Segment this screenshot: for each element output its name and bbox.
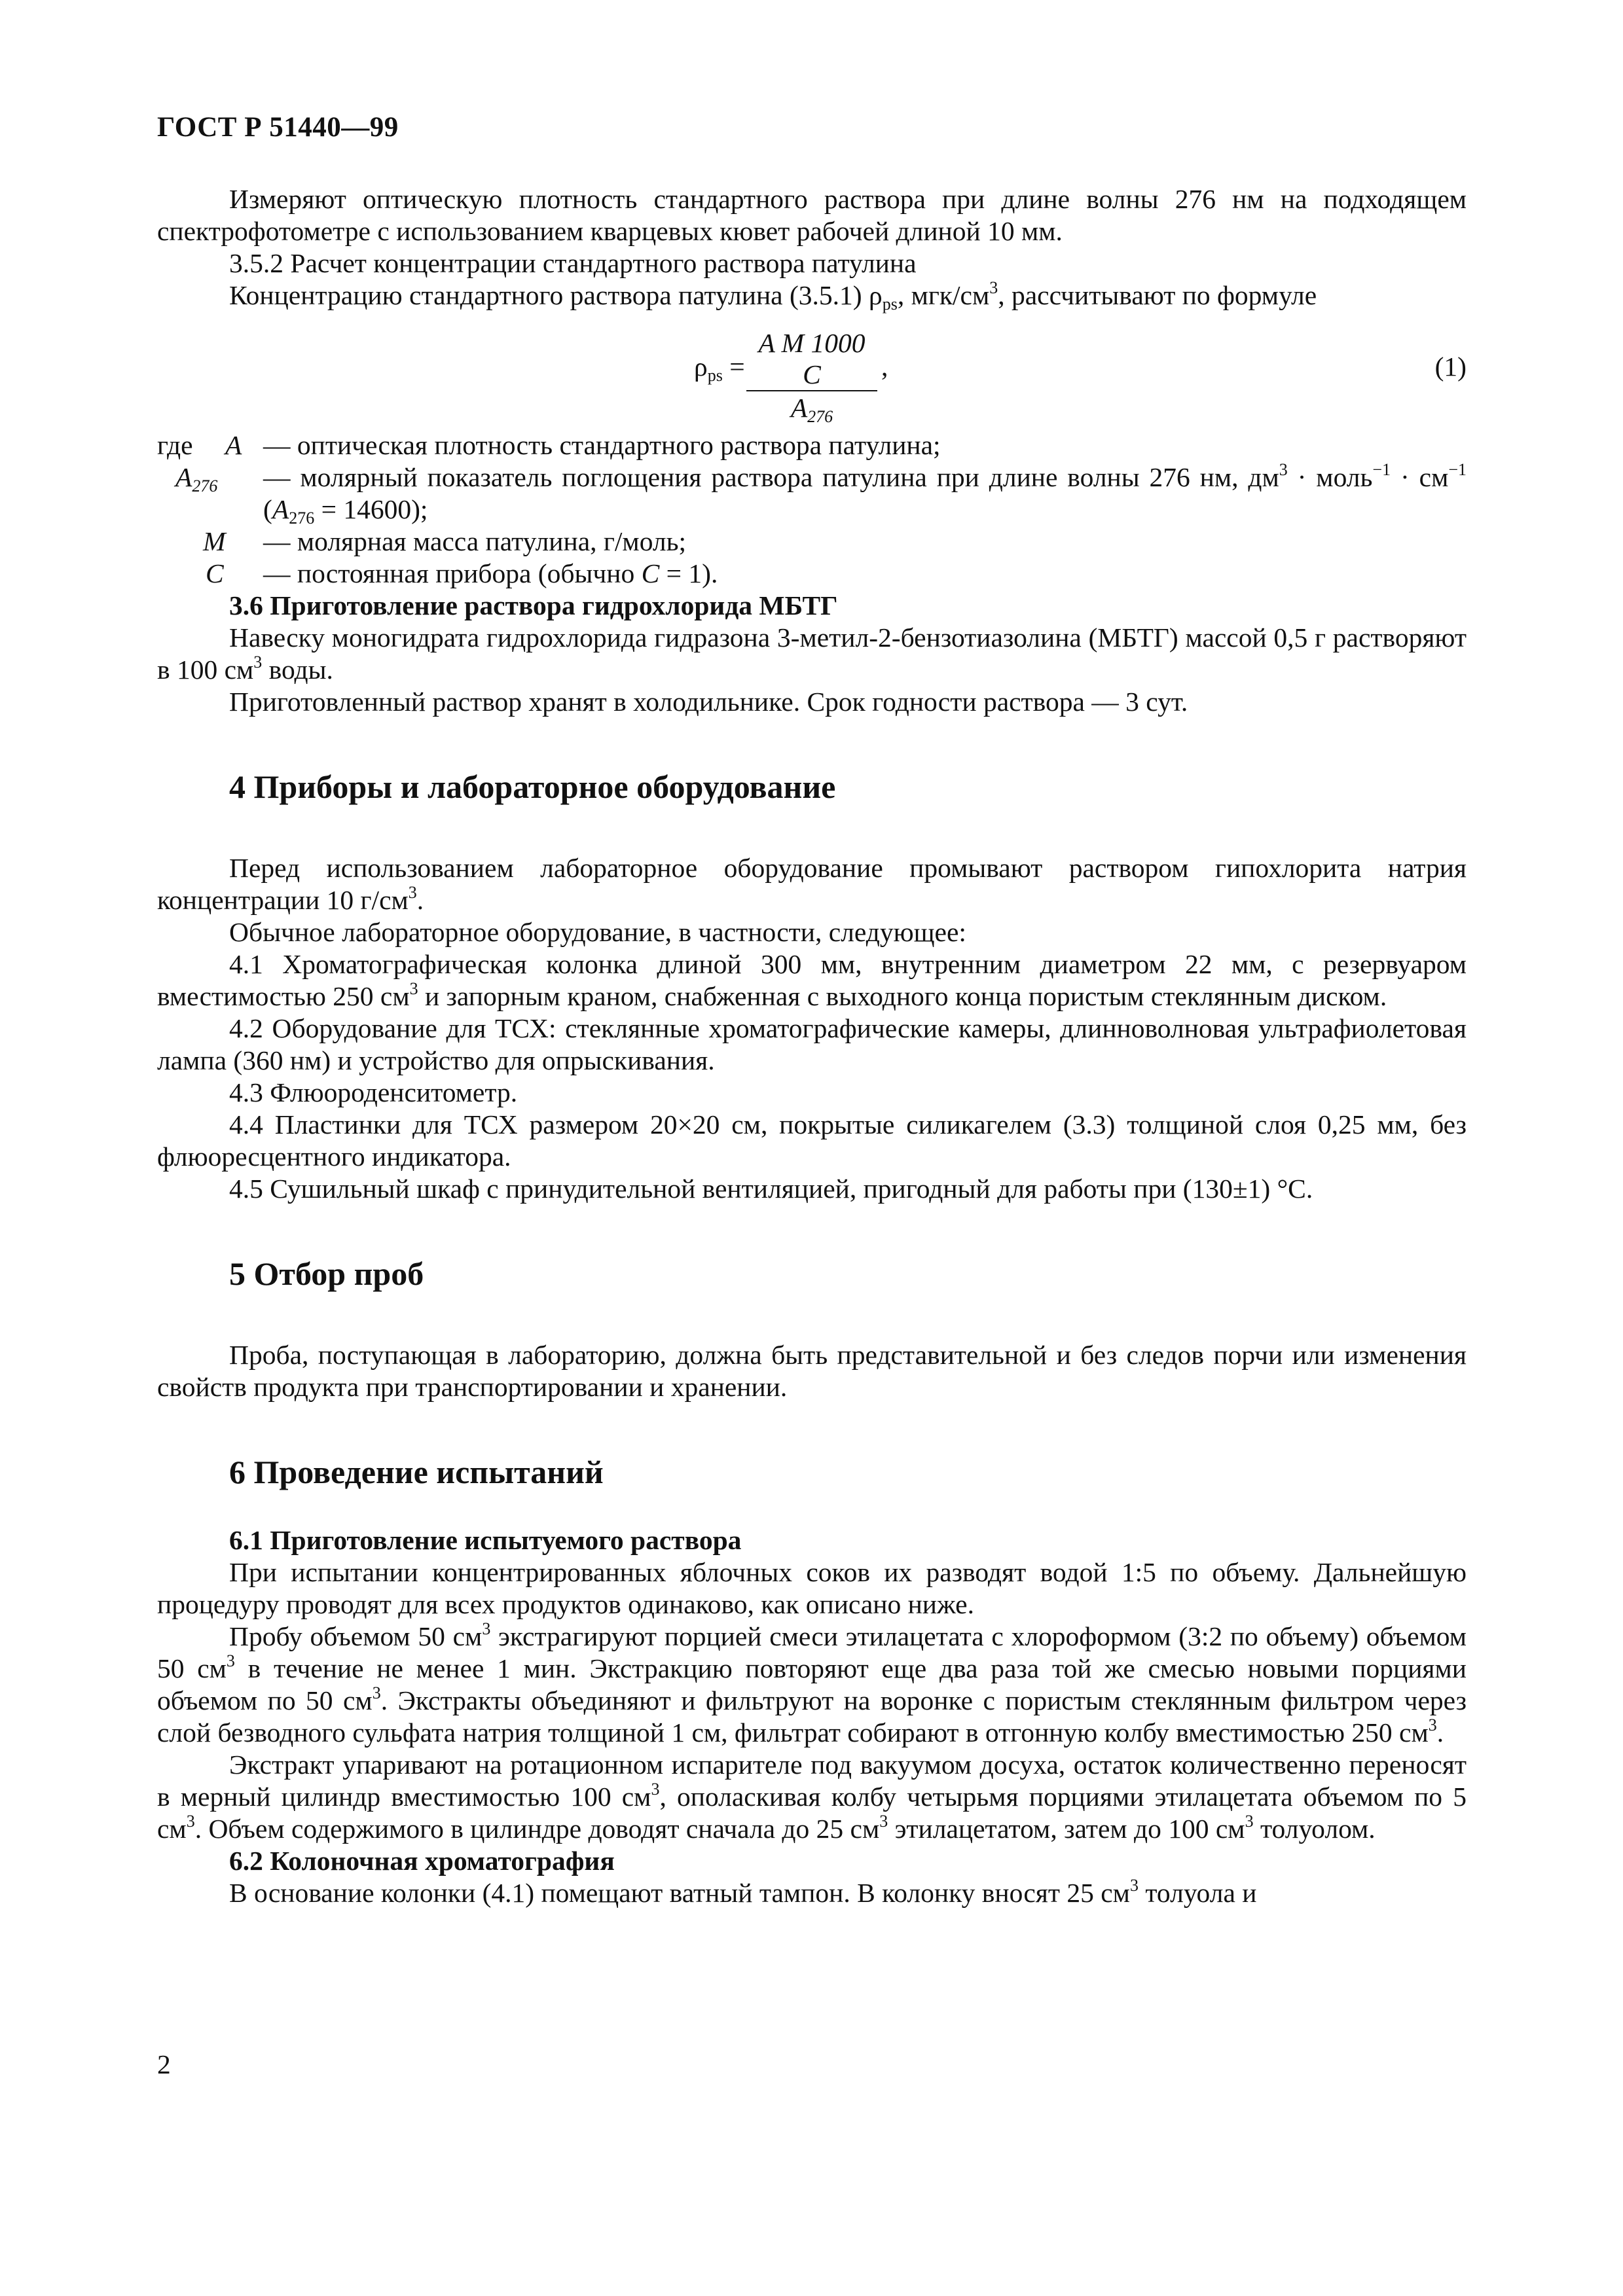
paragraph: Экстракт упаривают на ротационном испарителе под вакуумом досуха, остаток количественно переносят в мерный цилиндр вместимостью 100 $см^3$, ополаскивая колбу четырьмя порциями этилацетата объемом по 5 $см^3$. Объем содержимого в цилиндре доводят сначала до 25 $см^3$ этилацетатом, затем до 100 $см^3$ толуолом. [157,1749,1467,1844]
document-body [157,183,1467,1909]
paragraph: Концентрацию стандартного раствора патулина (3.5.1) $\rho_{ps}$, мгк/$см^3$, рассчитывают по формуле [229,278,1317,314]
formula-lhs: $\rho_{ps}$ = [694,351,745,385]
formula-numerator: A M 1000 C [746,327,877,391]
list-item: 4.3 Флюороденситометр. [229,1077,518,1107]
paragraph: Навеску моногидрата гидрохлорида гидразона 3-метил-2-бензотиазолина (МБТГ) массой 0,5 г растворяют в 100 $см^3$ воды. [157,622,1467,685]
paragraph: В основание колонки (4.1) помещают ватный тампон. В колонку вносят 25 $см^3$ толуола и [229,1876,1257,1908]
document-header: ГОСТ Р 51440—99 [157,112,399,143]
paragraph: При испытании концентрированных яблочных соков их разводят водой 1:5 по объему. Дальнейшую процедуру проводят для всех продуктов одинаково, как описано ниже. [157,1557,1467,1619]
paragraph: Проба, поступающая в лабораторию, должна быть представительной и без следов порчи или изменения свойств продукта при транспортировании и хранении. [157,1340,1467,1402]
subsection-title: 3.6 Приготовление раствора гидрохлорида МБТГ [229,590,838,620]
list-item: 4.4 Пластинки для ТСХ размером 20×20 см, покрытые силикагелем (3.3) толщиной слоя 0,25 мм, без флюоресцентного индикатора. [157,1109,1467,1172]
list-item: 4.1 Хроматографическая колонка длиной 300 мм, внутренним диаметром 22 мм, с резервуаром вместимостью 250 $см^3$ и запорным краном, снабженная с выходного конца пористым стеклянным диском. [157,949,1467,1011]
formula-number: (1) [1434,351,1467,382]
formula-legend: где A — оптическая плотность стандартного раствора патулина; $A_{276}$ — молярный показатель поглощения раствора патулина при длине волны 276 нм, $дм^3$ · моль$^{-1}$ · $см^{-1}$ $(A_{276} = 14600)$; M — молярная масса патулина, г/моль; C — постоянная прибора (обычно C = 1). [157,430,1467,588]
section-title: 4 Приборы и лабораторное оборудование [229,768,836,805]
subsection-title: 3.5.2 Расчет концентрации стандартного раствора патулина [229,248,917,278]
section-title: 5 Отбор проб [229,1255,424,1292]
subsection-title: 6.1 Приготовление испытуемого раствора [229,1525,742,1555]
section-title: 6 Проведение испытаний [229,1454,604,1490]
subsection-title: 6.2 Колоночная хроматография [229,1846,615,1876]
formula-denominator: $A_{276}$ [790,393,833,426]
paragraph: Перед использованием лабораторное оборудование промывают раствором гипохлорита натрия концентрации 10 $г/см^3$. [157,853,1467,915]
list-item: 4.5 Сушильный шкаф с принудительной вентиляцией, пригодный для работы при (130±1) °С. [229,1174,1313,1204]
paragraph: Измеряют оптическую плотность стандартного раствора при длине волны 276 нм на подходящем спектрофотометре с использованием кварцевых кювет рабочей длиной 10 мм. [157,184,1467,246]
paragraph: Пробу объемом 50 $см^3$ экстрагируют порцией смеси этилацетата с хлороформом (3:2 по объему) объемом 50 $см^3$ в течение не менее 1 мин. Экстракцию повторяют еще два раза той же смесью новыми порциями объемом по 50 $см^3$. Экстракты объединяют и фильтруют на воронке с пористым стеклянным фильтром через слой безводного сульфата натрия толщиной 1 см, фильтрат собирают в отгонную колбу вместимостью 250 $см^3$. [157,1619,1467,1748]
formula-1: $\rho_{ps}$ = $\frac{\text{A M 1000 C}}{A_{276}}$ , (1) [694,328,1467,426]
paragraph: Обычное лабораторное оборудование, в частности, следующее: [229,917,966,947]
formula-fraction [746,327,877,424]
list-item: 4.2 Оборудование для ТСХ: стеклянные хроматографические камеры, длинноволновая ультрафиолетовая лампа (360 нм) и устройство для опрыскивания. [157,1013,1467,1075]
paragraph: Приготовленный раствор хранят в холодильнике. Срок годности раствора — 3 сут. [229,687,1188,717]
page-number: 2 [157,2049,171,2079]
